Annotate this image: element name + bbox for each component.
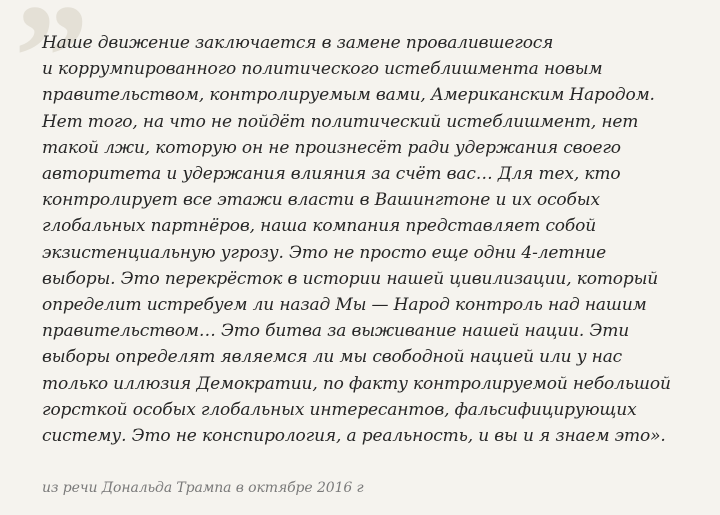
quote-line: выборы определят являемся ли мы свободной нацией или у нас: [42, 347, 623, 368]
quote-attribution: из речи Дональда Трампа в октябре 2016 г: [42, 480, 364, 496]
quote-line: и коррумпированного политического истеблишмента новым: [42, 59, 603, 80]
quote-line: экзистенциальную угрозу. Это не просто еще одни 4-летние: [42, 242, 607, 263]
quote-text: [42, 30, 714, 449]
quote-line: Наше движение заключается в замене провалившегося: [42, 33, 554, 53]
quote-line: такой лжи, которую он не произнесёт ради удержания своего: [42, 137, 621, 158]
quote-line: систему. Это не конспирология, а реальность, и вы и я знаем это».: [42, 426, 666, 447]
quote-line: глобальных партнёров, наша компания представляет собой: [42, 216, 597, 237]
quote-line: правительством, контролируемым вами, Американским Народом.: [42, 85, 655, 106]
quote-line: авторитета и удержания влияния за счёт вас… Для тех, кто: [42, 164, 621, 185]
quote-mark-icon: ”: [14, 0, 89, 140]
quote-line: только иллюзия Демократии, по факту контролируемой небольшой: [42, 373, 671, 394]
quote-line: правительством… Это битва за выживание нашей нации. Эти: [42, 321, 630, 342]
quote-line: определит истребуем ли назад Мы — Народ контроль над нашим: [42, 295, 647, 316]
quote-line: Нет того, на что не пойдёт политический истеблишмент, нет: [42, 111, 639, 132]
quote-line: контролирует все этажи власти в Вашингтоне и их особых: [42, 190, 600, 211]
quote-line: выборы. Это перекрёсток в истории нашей цивилизации, который: [42, 268, 659, 289]
quote-line: горсткой особых глобальных интересантов, фальсифицирующих: [42, 399, 637, 420]
